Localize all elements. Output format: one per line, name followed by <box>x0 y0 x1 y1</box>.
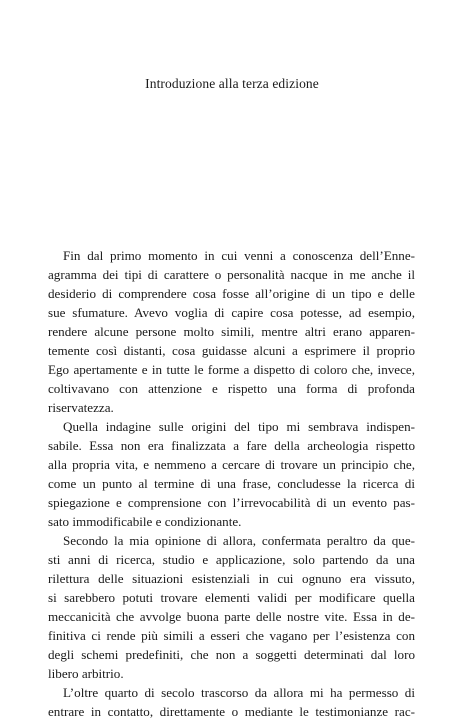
paragraph-2-line-6: sato immodificabile e condizionante. <box>48 514 242 529</box>
paragraph-3-line-7: degli schemi predefiniti, che non a soggetti determinati dal loro <box>48 647 415 662</box>
paragraph-3-line-6: finitiva ci rende più simili a esseri che vagano per l’esistenza con <box>48 628 415 643</box>
paragraph-2-line-2: sabile. Essa non era finalizzata a fare della archeologia rispetto <box>48 438 415 453</box>
paragraph-1-line-3: desiderio di comprendere cosa fosse all’origine di un tipo e delle <box>48 286 415 301</box>
paragraph-1-line-5: rendere alcune persone molto simili, mentre altri erano apparen- <box>48 324 415 339</box>
paragraph-1-line-7: Ego apertamente e in tutte le forme a dispetto di coloro che, invece, <box>48 362 415 377</box>
paragraph-4-line-2: entrare in contatto, direttamente o mediante le testimonianze rac- <box>48 704 415 719</box>
paragraph-2-line-1: Quella indagine sulle origini del tipo mi sembrava indispen- <box>63 419 415 434</box>
paragraph-1-line-1: Fin dal primo momento in cui venni a conoscenza dell’Enne- <box>63 248 415 263</box>
paragraph-3-line-3: rilettura delle situazioni esistenziali in cui ognuno era vissuto, <box>48 571 415 586</box>
chapter-title: Introduzione alla terza edizione <box>145 76 319 91</box>
paragraph-1-line-9: riservatezza. <box>48 400 114 415</box>
paragraph-3-line-1: Secondo la mia opinione di allora, confermata peraltro da que- <box>63 533 415 548</box>
paragraph-1-line-2: agramma dei tipi di carattere o personalità nacque in me anche il <box>48 267 415 282</box>
paragraph-3-line-4: si sarebbero potuti trovare elementi validi per modificare quella <box>48 590 415 605</box>
paragraph-3-line-2: sti anni di ricerca, studio e applicazione, solo partendo da una <box>48 552 415 567</box>
paragraph-1-line-6: temente così distanti, cosa guidasse alcuni a esprimere il proprio <box>48 343 415 358</box>
paragraph-1-line-4: sue sfumature. Avevo voglia di capire cosa potesse, ad esempio, <box>48 305 415 320</box>
paragraph-2-line-3: alla propria vita, e nemmeno a cercare di trovare un principio che, <box>48 457 415 472</box>
paragraph-1-line-8: coltivavano con attenzione e rispetto una forma di profonda <box>48 381 415 396</box>
paragraph-4-line-1: L’oltre quarto di secolo trascorso da allora mi ha permesso di <box>63 685 415 700</box>
paragraph-3-line-8: libero arbitrio. <box>48 666 124 681</box>
paragraph-2-line-4: come un punto al termine di una frase, concludesse la ricerca di <box>48 476 415 491</box>
paragraph-2-line-5: spiegazione e comprensione con l’irrevocabilità di un evento pas- <box>48 495 415 510</box>
paragraph-3-line-5: meccanicità che avvolge buona parte delle nostre vite. Essa in de- <box>48 609 415 624</box>
body-text <box>48 246 415 721</box>
